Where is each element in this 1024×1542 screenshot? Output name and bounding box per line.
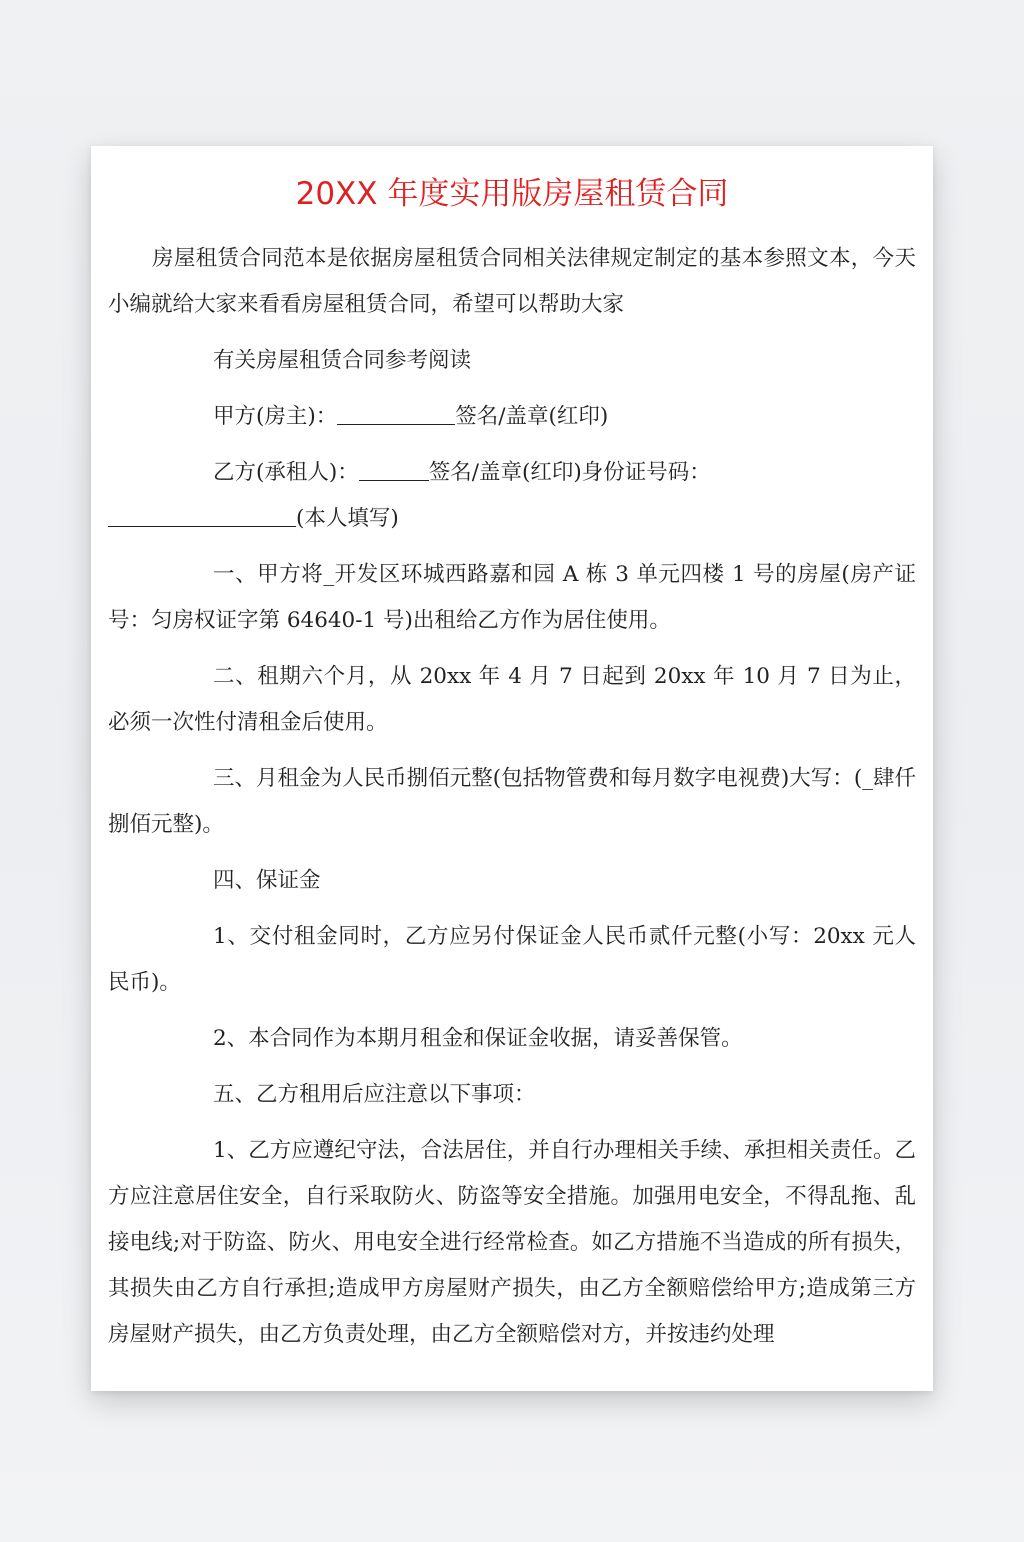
- lessor-line: [108, 394, 916, 440]
- document-title: 20XX 年度实用版房屋租赁合同: [295, 176, 729, 212]
- clause-5-heading: 五、乙方租用后应注意以下事项：: [213, 1082, 536, 1107]
- clause-5-item-1: 1、乙方应遵纪守法，合法居住，并自行办理相关手续、承担相关责任。乙方应注意居住安全，自行采取防火、防盗等安全措施。加强用电安全，不得乱拖、乱接电线;对于防盗、防火、用电安全进行经常检查。如乙方措施不当造成的所有损失，其损失由乙方自行承担;造成甲方房屋财产损失，由乙方全额赔偿给甲方;造成第三方房屋财产损失，由乙方负责处理，由乙方全额赔偿对方，并按违约处理: [108, 1138, 916, 1347]
- clause-4-heading: 四、保证金: [213, 868, 321, 893]
- lessor-blank: [337, 400, 455, 425]
- clause-3: 三、月租金为人民币捌佰元整(包括物管费和每月数字电视费)大写：(_肆仟捌佰元整)。: [108, 766, 916, 837]
- lessor-sign-label: 签名/盖章(红印): [455, 404, 609, 429]
- clause-1: 一、甲方将_开发区环城西路嘉和园 A 栋 3 单元四楼 1 号的房屋(房产证号：匀房权证字第 64640-1 号)出租给乙方作为居住使用。: [108, 562, 916, 633]
- lessee-label: 乙方(承租人)：: [213, 460, 359, 485]
- id-note: (本人填写): [296, 506, 399, 531]
- lessee-sign-label: 签名/盖章(红印)身份证号码：: [428, 460, 711, 485]
- lessee-line: [108, 450, 916, 542]
- lessor-label: 甲方(房主)：: [213, 404, 338, 429]
- clause-2: 二、租期六个月，从 20xx 年 4 月 7 日起到 20xx 年 10 月 7 日为止，必须一次性付清租金后使用。: [108, 664, 916, 735]
- intro-paragraph: 房屋租赁合同范本是依据房屋租赁合同相关法律规定制定的基本参照文本，今天小编就给大家来看看房屋租赁合同，希望可以帮助大家: [108, 246, 916, 317]
- clause-4-item-1: 1、交付租金同时，乙方应另付保证金人民币贰仟元整(小写：20xx 元人民币)。: [108, 924, 916, 995]
- document-content: [108, 146, 916, 1358]
- lessee-blank: [359, 456, 429, 481]
- reading-heading: 有关房屋租赁合同参考阅读: [213, 348, 472, 373]
- clause-4-item-2: 2、本合同作为本期月租金和保证金收据，请妥善保管。: [213, 1026, 743, 1051]
- document-page: [91, 146, 933, 1391]
- id-number-blank: [108, 502, 296, 527]
